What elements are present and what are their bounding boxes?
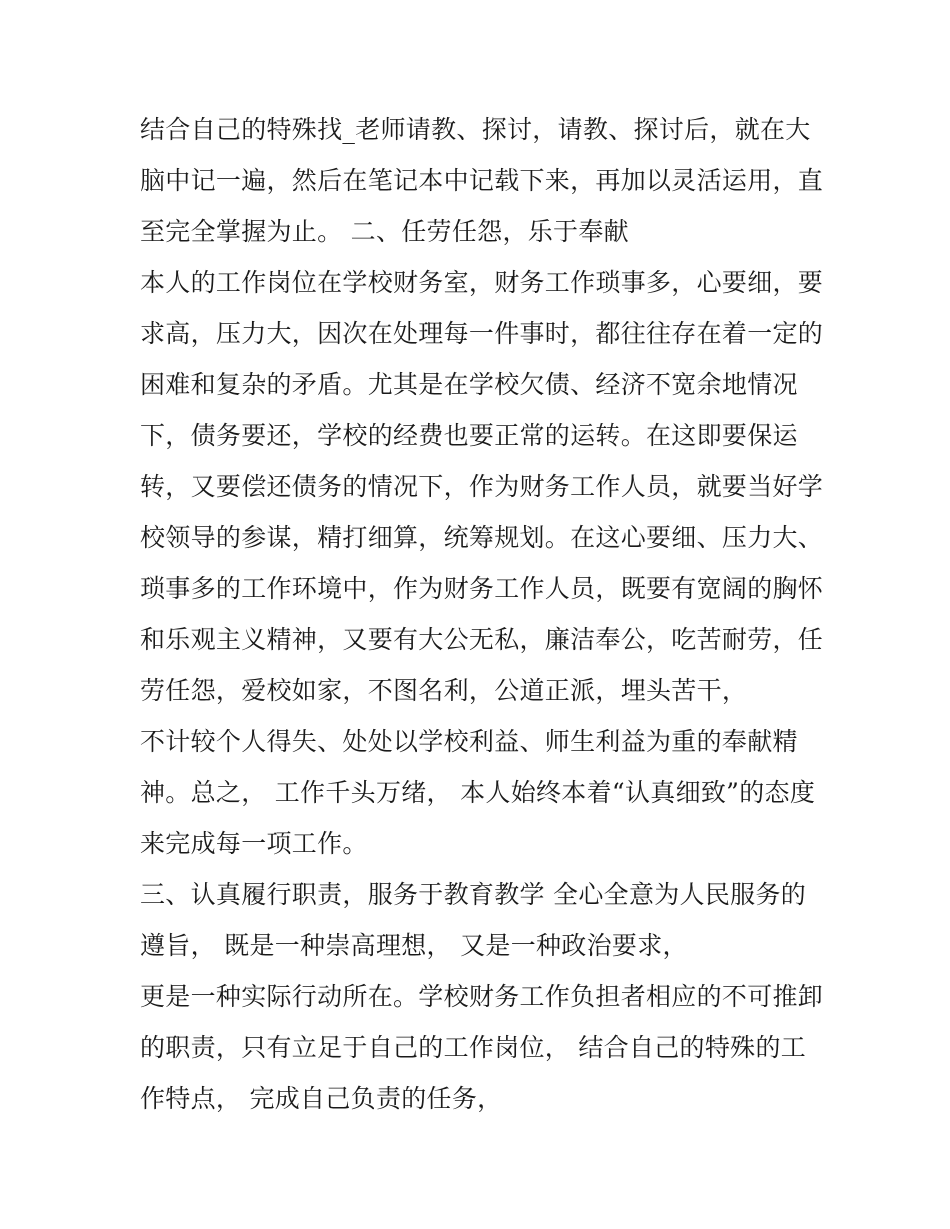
text-line: 遵旨， 既是一种崇高理想， 又是一种政治要求， xyxy=(140,931,688,960)
text-line: 更是一种实际行动所在。学校财务工作负担者相应的不可推卸 xyxy=(140,982,824,1011)
text-line: 来完成每一项工作。 xyxy=(140,829,368,858)
text-line: 不计较个人得失、处处以学校利益、师生利益为重的奉献精 xyxy=(140,727,798,756)
text-line: 结合自己的特殊找_老师请教、探讨，请教、探讨后，就在大 xyxy=(140,115,811,144)
text-line: 下，债务要还，学校的经费也要正常的运转。在这即要保运 xyxy=(140,421,798,450)
text-line: 本人的工作岗位在学校财务室，财务工作琐事多，心要细，要 xyxy=(140,268,824,297)
text-line: 脑中记一遍，然后在笔记本中记载下来，再加以灵活运用，直 xyxy=(140,166,824,195)
text-line: 神。总之， 工作千头万绪， 本人始终本着“认真细致”的态度 xyxy=(140,778,816,807)
text-line: 困难和复杂的矛盾。尤其是在学校欠债、经济不宽余地情况 xyxy=(140,370,798,399)
text-line: 转，又要偿还债务的情况下，作为财务工作人员，就要当好学 xyxy=(140,472,824,501)
text-line: 求高，压力大，因次在处理每一件事时，都往往存在着一定的 xyxy=(140,319,824,348)
text-line: 的职责，只有立足于自己的工作岗位， 结合自己的特殊的工 xyxy=(140,1033,807,1062)
text-line: 三、认真履行职责，服务于教育教学 全心全意为人民服务的 xyxy=(140,880,807,909)
text-line: 至完全掌握为止。 二、任劳任怨，乐于奉献 xyxy=(140,217,629,246)
text-line: 劳任怨，爱校如家，不图名利，公道正派，埋头苦干， xyxy=(140,676,748,705)
text-line: 校领导的参谋，精打细算，统筹规划。在这心要细、压力大、 xyxy=(140,523,824,552)
text-line: 琐事多的工作环境中，作为财务工作人员，既要有宽阔的胸怀 xyxy=(140,574,824,603)
text-line: 和乐观主义精神，又要有大公无私，廉洁奉公，吃苦耐劳，任 xyxy=(140,625,824,654)
text-line: 作特点， 完成自己负责的任务， xyxy=(140,1084,503,1113)
